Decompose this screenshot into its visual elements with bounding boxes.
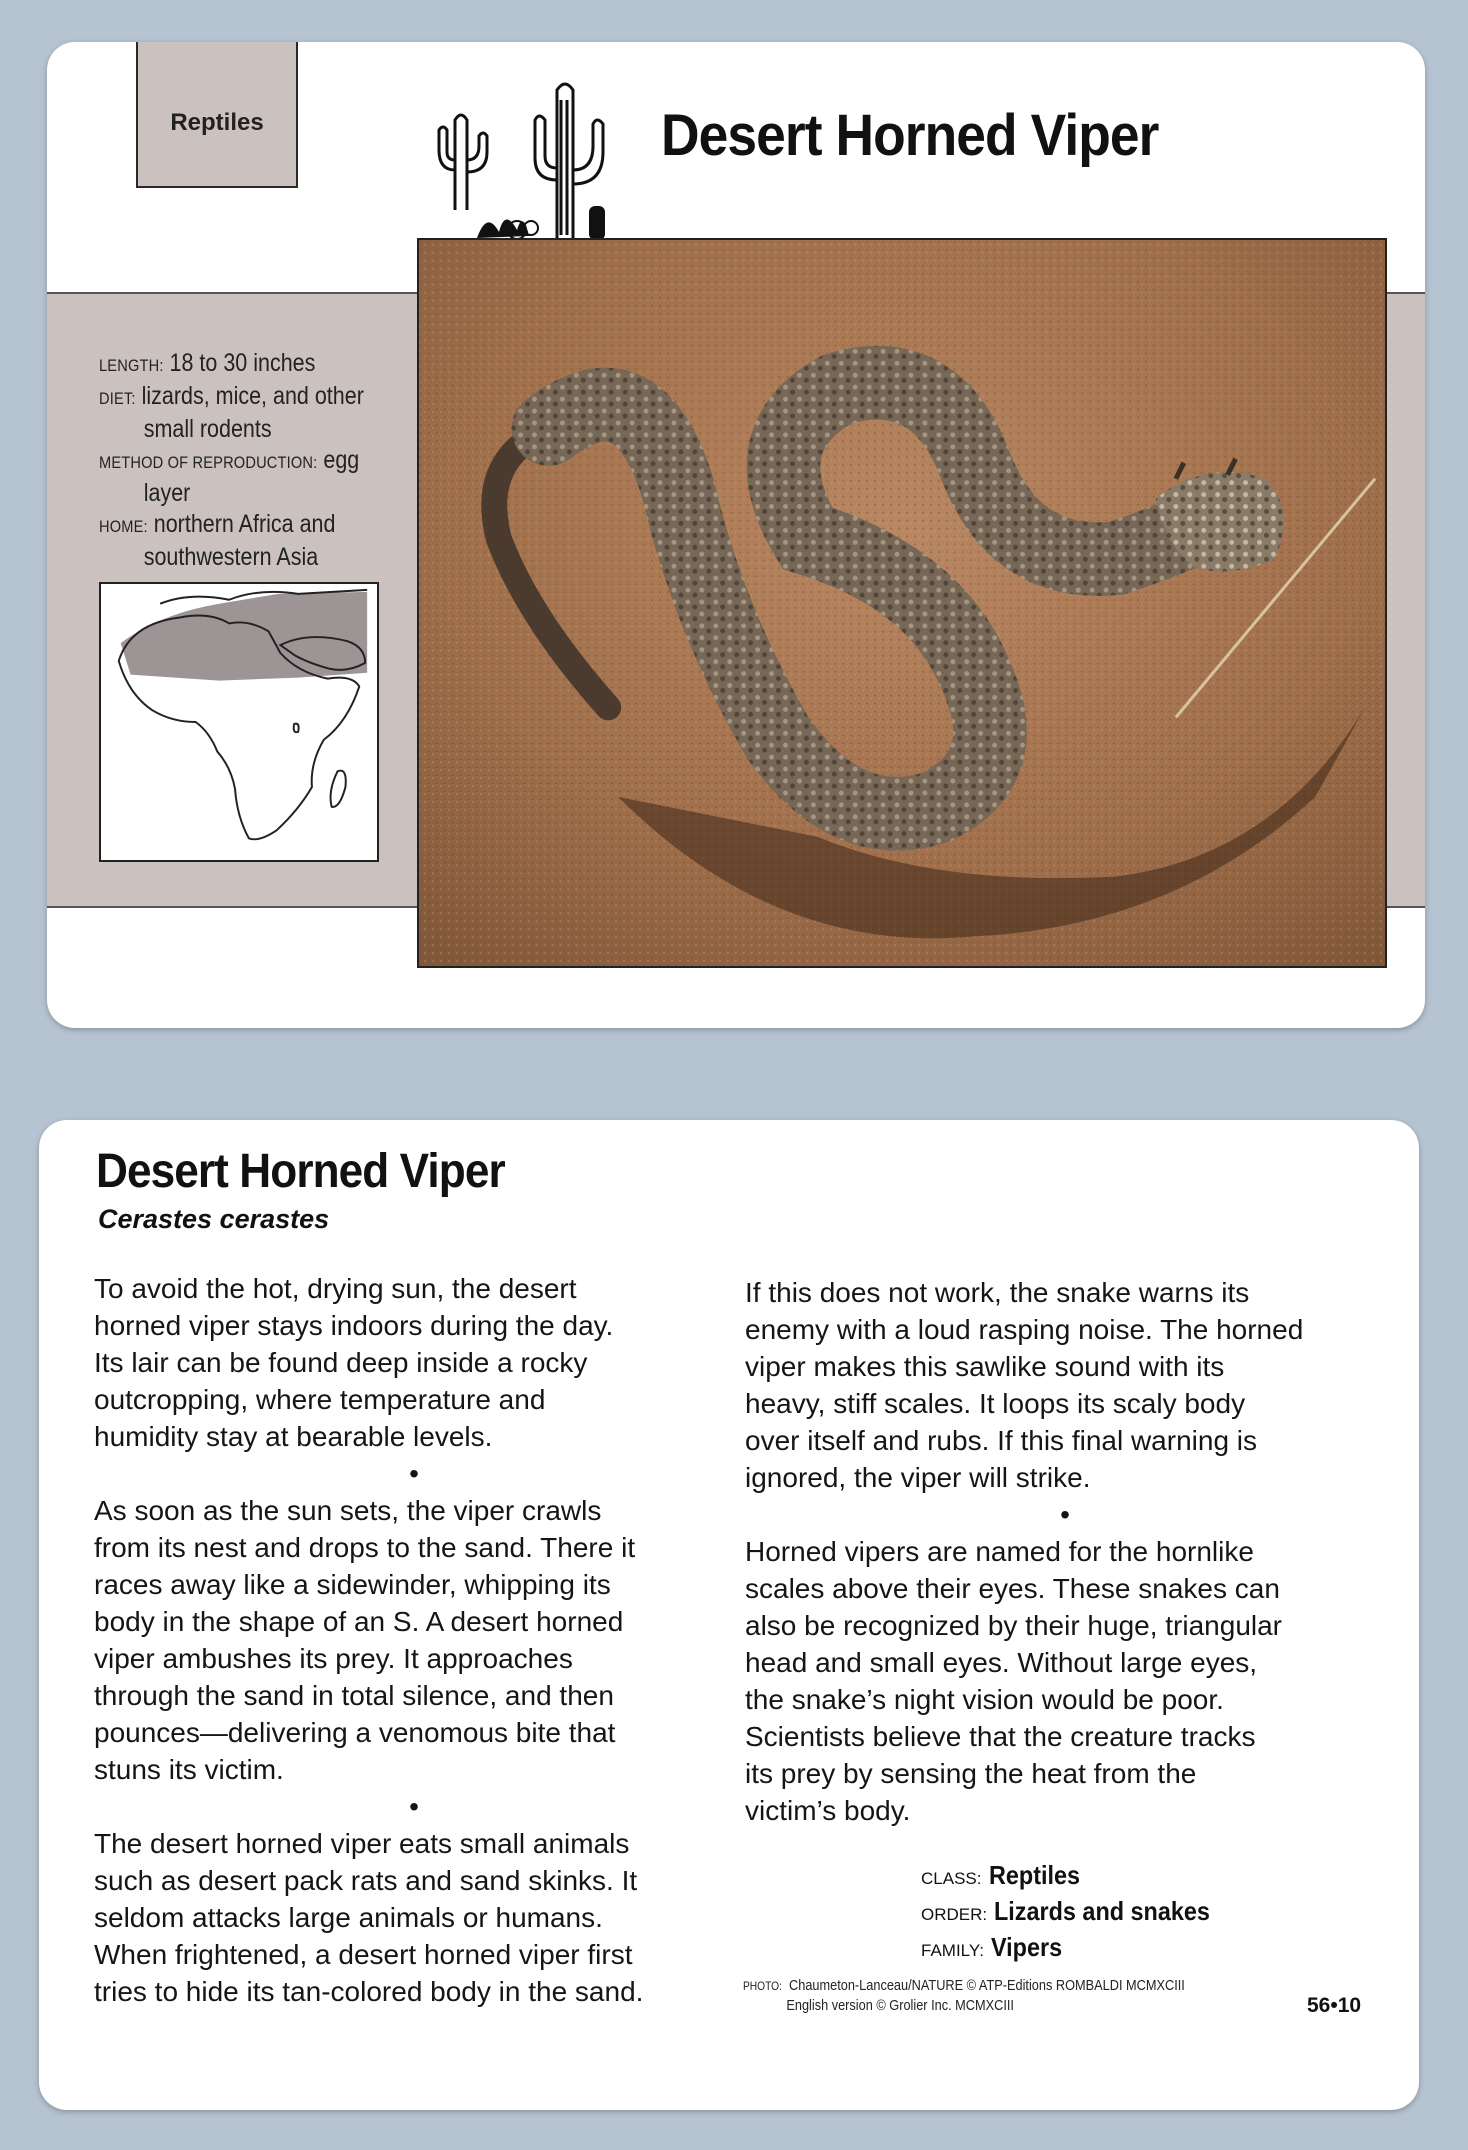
bullet-separator: • [409, 1458, 419, 1489]
class-label: CLASS: [921, 1869, 982, 1888]
credit-line-1: Chaumeton-Lanceau/NATURE © ATP-Editions ROMBALDI MCMXCIII [789, 1977, 1185, 1994]
photo-label: PHOTO: [743, 1979, 782, 1993]
cactus-illustration [417, 60, 617, 250]
facts-list [99, 348, 383, 573]
home-value: northern Africa and [153, 510, 336, 538]
credit-line-2: English version © Grolier Inc. MCMXCIII [786, 1997, 1014, 2014]
diet-value: lizards, mice, and other [141, 382, 364, 410]
card-front [47, 42, 1425, 1028]
order-label: ORDER: [921, 1905, 988, 1924]
diet-label: DIET: [99, 389, 136, 408]
text-column-left [94, 1270, 754, 2010]
photo-credit [743, 1976, 1185, 2016]
paragraph: As soon as the sun sets, the viper crawls from its nest and drops to the sand. There it races away like a sidewinder, whipping its body in the shape of an S. A desert horned viper ambushes its prey. It approaches through the sand in total silence, and then pounces—delivering a venomous bite that stuns its victim. [94, 1495, 636, 1785]
card-back [39, 1120, 1419, 2110]
classification [921, 1859, 1234, 1967]
reproduction-value: egg [323, 446, 360, 474]
reproduction-value-cont: layer [143, 479, 191, 507]
category-tab [136, 42, 298, 188]
class-value: Reptiles [988, 1860, 1080, 1890]
length-value: 18 to 30 inches [169, 349, 316, 377]
range-map [99, 582, 379, 862]
diet-value-cont: small rodents [143, 415, 272, 443]
text-column-right [745, 1274, 1405, 1829]
home-label: HOME: [99, 517, 148, 536]
front-title: Desert Horned Viper [661, 103, 1159, 168]
card-number: 56•10 [1307, 1994, 1362, 2017]
bullet-separator: • [409, 1791, 419, 1822]
paragraph: The desert horned viper eats small animals such as desert pack rats and sand skinks. It seldom attacks large animals or humans. When frightened, a desert horned viper first tries to hide its tan-colored body in the sand. [94, 1828, 644, 2007]
bullet-separator: • [1060, 1499, 1070, 1530]
order-value: Lizards and snakes [994, 1896, 1211, 1926]
reproduction-label: METHOD OF REPRODUCTION: [99, 453, 318, 472]
scientific-name: Cerastes cerastes [98, 1204, 330, 1234]
back-title: Desert Horned Viper [96, 1145, 505, 1198]
family-value: Vipers [991, 1932, 1063, 1962]
family-label: FAMILY: [921, 1941, 984, 1960]
paragraph: If this does not work, the snake warns its enemy with a loud rasping noise. The horned viper makes this sawlike sound with its heavy, stiff scales. It loops its scaly body over itself and rubs. If this final warning is ignored, the viper will strike. [745, 1277, 1304, 1493]
snake-photo [417, 238, 1387, 968]
paragraph: To avoid the hot, drying sun, the desert horned viper stays indoors during the day. Its lair can be found deep inside a rocky outcropping, where temperature and humidity stay at bearable levels. [94, 1273, 614, 1452]
paragraph: Horned vipers are named for the hornlike scales above their eyes. These snakes can also be recognized by their huge, triangular head and small eyes. Without large eyes, the snake’s night vision would be poor. Scientists believe that the creature tracks its prey by sensing the heat from the victim’s body. [745, 1536, 1283, 1826]
home-value-cont: southwestern Asia [143, 543, 319, 571]
category-label: Reptiles [170, 109, 264, 136]
length-label: LENGTH: [99, 356, 164, 375]
